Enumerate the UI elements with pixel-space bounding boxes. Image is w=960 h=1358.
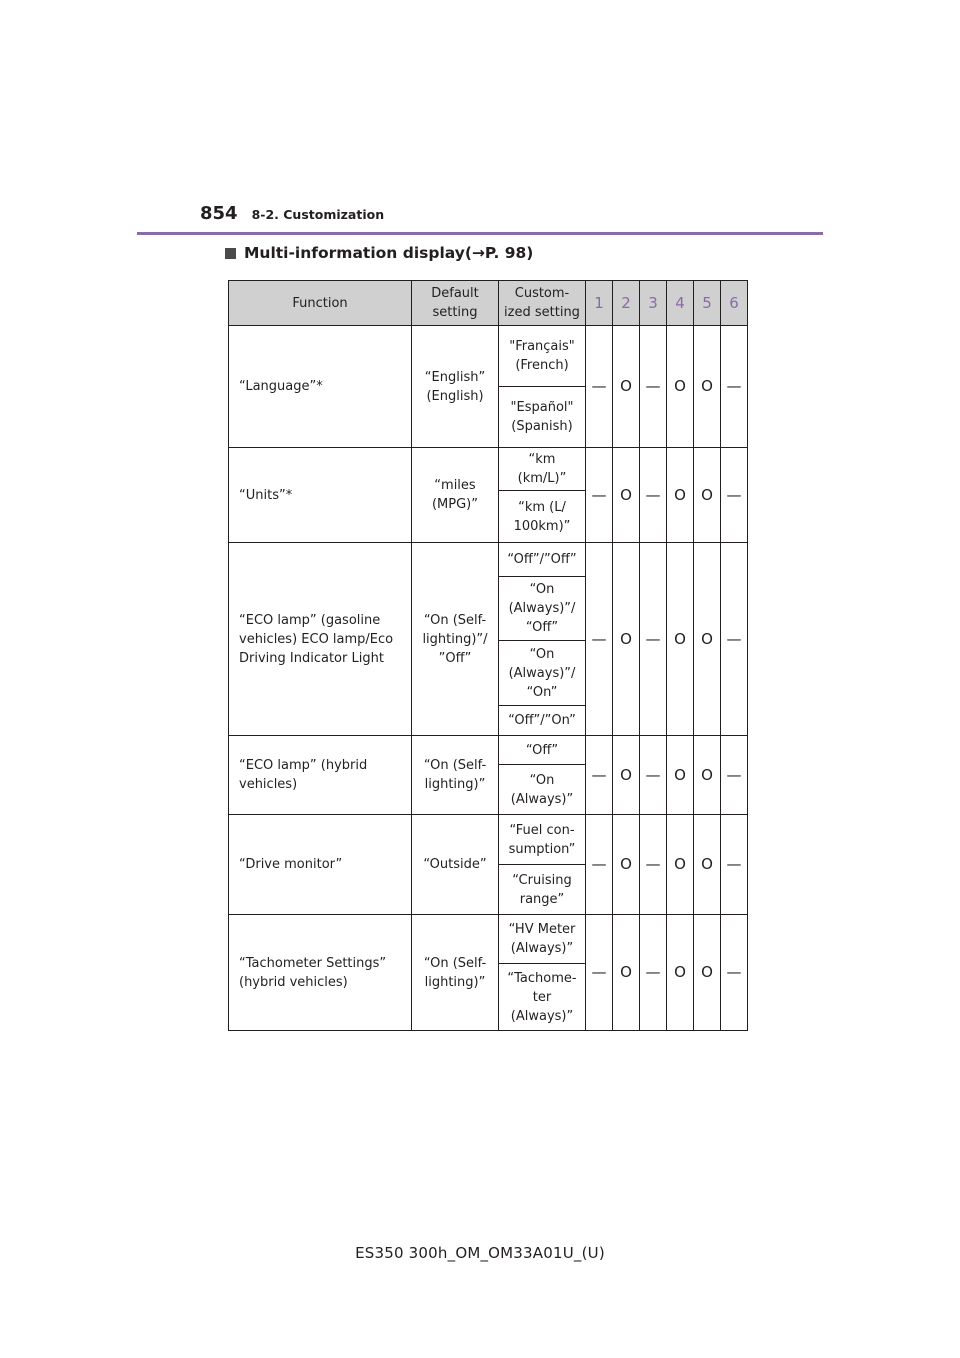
mark-cell: O xyxy=(613,326,640,448)
option-cell: “Tachome-ter (Always)” xyxy=(499,964,586,1031)
option-cell: “km (km/L)” xyxy=(499,448,586,491)
heading-text: Multi-information display(→P. 98) xyxy=(244,244,534,262)
header-default: Default setting xyxy=(412,281,499,326)
default-cell: “On (Self-lighting)”/ ”Off” xyxy=(412,543,499,736)
mark-cell: — xyxy=(721,448,748,543)
option-cell: “Off” xyxy=(499,736,586,765)
header-col-6: 6 xyxy=(721,281,748,326)
page-header xyxy=(200,203,384,224)
mark-cell: O xyxy=(667,736,694,815)
option-cell: “On (Always)” xyxy=(499,765,586,815)
mark-cell: — xyxy=(586,326,613,448)
document-footer: ES350 300h_OM_OM33A01U_(U) xyxy=(355,1244,605,1262)
page-number: 854 xyxy=(200,203,238,224)
mark-cell: — xyxy=(721,326,748,448)
mark-cell: — xyxy=(721,543,748,736)
function-cell: “Tachometer Settings” (hybrid vehicles) xyxy=(229,915,412,1031)
mark-cell: O xyxy=(667,448,694,543)
mark-cell: O xyxy=(613,815,640,915)
table-row xyxy=(229,736,748,765)
mark-cell: O xyxy=(667,326,694,448)
section-heading xyxy=(225,244,533,262)
option-cell: “On (Always)”/ “Off” xyxy=(499,577,586,641)
function-cell: “Units”* xyxy=(229,448,412,543)
mark-cell: — xyxy=(640,815,667,915)
mark-cell: — xyxy=(640,543,667,736)
header-col-3: 3 xyxy=(640,281,667,326)
mark-cell: — xyxy=(640,736,667,815)
mark-cell: — xyxy=(721,915,748,1031)
option-cell: “Off”/”On” xyxy=(499,706,586,736)
mark-cell: — xyxy=(640,448,667,543)
function-cell: “ECO lamp” (gasoline vehicles) ECO lamp/Eco Driving Indicator Light xyxy=(229,543,412,736)
section-title: 8-2. Customization xyxy=(251,207,385,222)
customization-table xyxy=(228,280,748,1031)
default-cell: “Outside” xyxy=(412,815,499,915)
table-header-row xyxy=(229,281,748,326)
default-cell: “On (Self-lighting)” xyxy=(412,915,499,1031)
header-col-4: 4 xyxy=(667,281,694,326)
mark-cell: O xyxy=(667,915,694,1031)
header-function: Function xyxy=(229,281,412,326)
mark-cell: O xyxy=(613,736,640,815)
table-row xyxy=(229,448,748,491)
default-cell: “miles (MPG)” xyxy=(412,448,499,543)
header-rule xyxy=(137,232,823,235)
mark-cell: — xyxy=(586,543,613,736)
mark-cell: O xyxy=(613,543,640,736)
table-row xyxy=(229,915,748,964)
option-cell: “Off”/”Off” xyxy=(499,543,586,577)
mark-cell: O xyxy=(694,815,721,915)
mark-cell: — xyxy=(586,815,613,915)
mark-cell: — xyxy=(721,815,748,915)
mark-cell: O xyxy=(667,815,694,915)
option-cell: “km (L/ 100km)” xyxy=(499,491,586,543)
header-col-5: 5 xyxy=(694,281,721,326)
function-cell: “ECO lamp” (hybrid vehicles) xyxy=(229,736,412,815)
table-row xyxy=(229,326,748,387)
mark-cell: O xyxy=(694,326,721,448)
header-custom: Custom- ized setting xyxy=(499,281,586,326)
mark-cell: — xyxy=(586,736,613,815)
option-cell: “Fuel con-sumption” xyxy=(499,815,586,865)
mark-cell: O xyxy=(667,543,694,736)
table-row xyxy=(229,815,748,865)
header-col-1: 1 xyxy=(586,281,613,326)
mark-cell: — xyxy=(586,448,613,543)
mark-cell: — xyxy=(586,915,613,1031)
mark-cell: O xyxy=(694,543,721,736)
function-cell: “Drive monitor” xyxy=(229,815,412,915)
mark-cell: O xyxy=(613,915,640,1031)
table-row xyxy=(229,543,748,577)
mark-cell: O xyxy=(694,736,721,815)
square-bullet-icon xyxy=(225,248,236,259)
mark-cell: O xyxy=(613,448,640,543)
default-cell: “On (Self-lighting)” xyxy=(412,736,499,815)
header-col-2: 2 xyxy=(613,281,640,326)
option-cell: "Español" (Spanish) xyxy=(499,387,586,448)
mark-cell: — xyxy=(640,915,667,1031)
mark-cell: — xyxy=(640,326,667,448)
mark-cell: — xyxy=(721,736,748,815)
option-cell: “On (Always)”/ “On” xyxy=(499,641,586,706)
mark-cell: O xyxy=(694,448,721,543)
mark-cell: O xyxy=(694,915,721,1031)
option-cell: “HV Meter (Always)” xyxy=(499,915,586,964)
option-cell: “Cruising range” xyxy=(499,865,586,915)
function-cell: “Language”* xyxy=(229,326,412,448)
default-cell: “English” (English) xyxy=(412,326,499,448)
option-cell: "Français" (French) xyxy=(499,326,586,387)
